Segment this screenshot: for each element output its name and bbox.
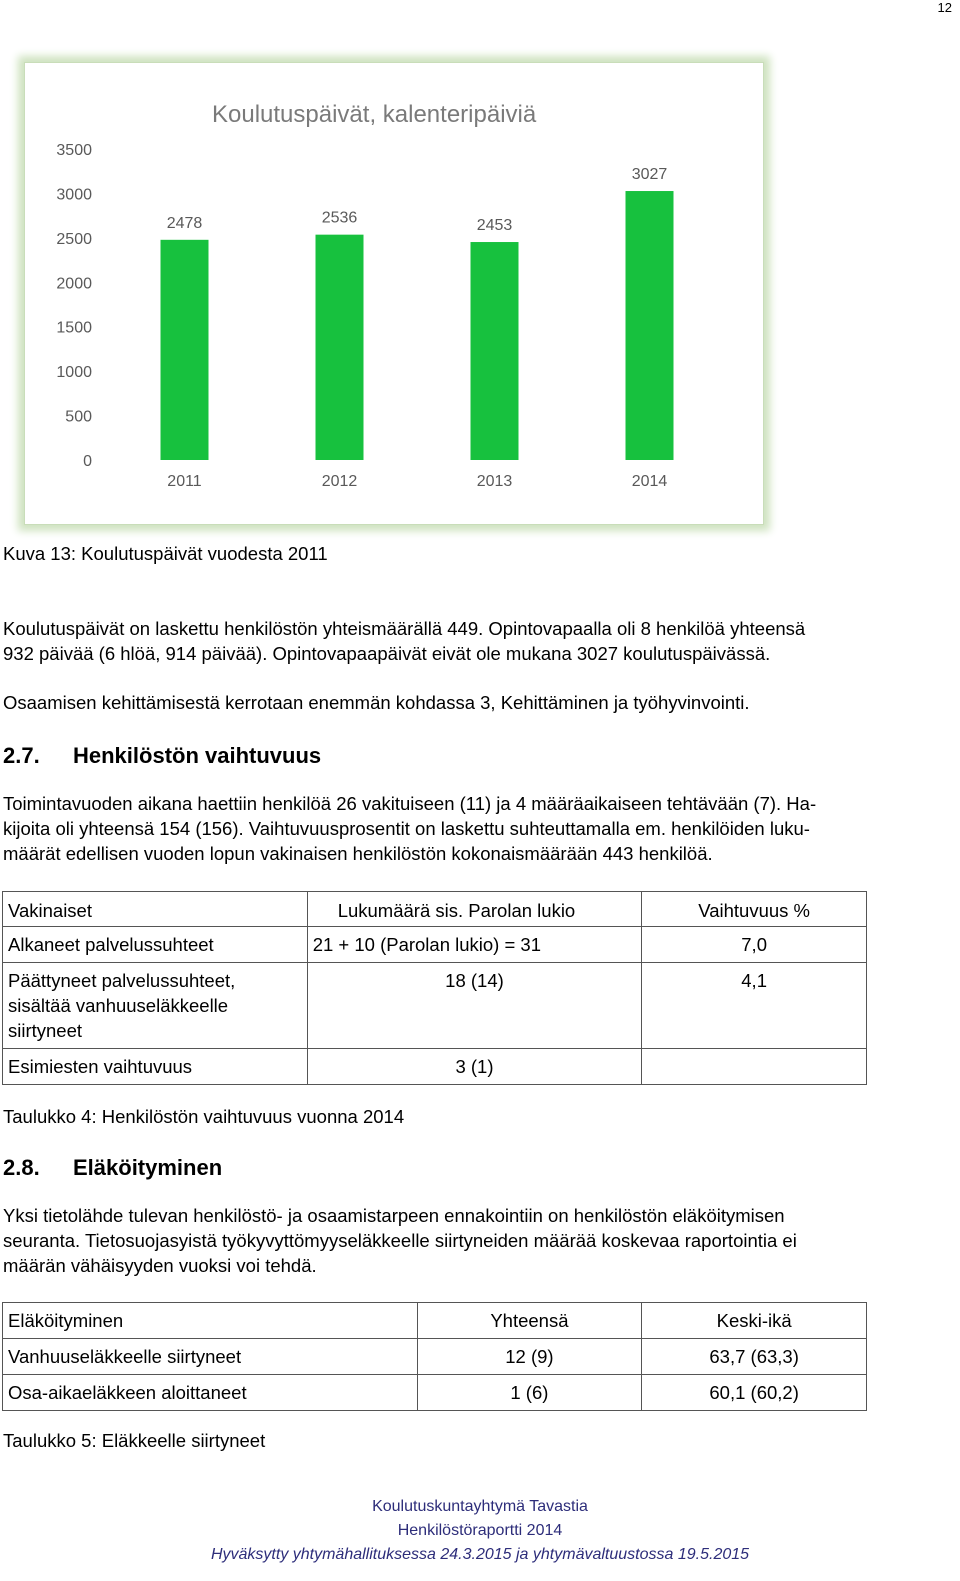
chart-svg: [25, 63, 763, 524]
table-header-row: [3, 1303, 867, 1339]
table-header-row: [3, 892, 867, 927]
table-cell: Esimiesten vaihtuvuus: [3, 1049, 308, 1085]
table-cell: Osa-aikaeläkkeen aloittaneet: [3, 1375, 418, 1411]
cell-line: Päättyneet palvelussuhteet,: [8, 970, 236, 991]
y-tick-label: 2500: [56, 230, 92, 248]
paragraph-retirement-line2: seuranta. Tietosuojasyistä työkyvyttömyyseläkkeelle siirtyneiden määrää koskevaa raportointia ei: [3, 1230, 797, 1251]
y-tick-label: 3500: [56, 142, 92, 159]
chart-title: Koulutuspäivät, kalenteripäiviä: [212, 101, 537, 128]
table-row: [3, 1375, 867, 1411]
bar: [316, 235, 364, 460]
table-header-cell: Eläköityminen: [3, 1303, 418, 1339]
data-label: 2453: [476, 217, 513, 235]
paragraph-turnover-line1: Toimintavuoden aikana haettiin henkilöä 26 vakituiseen (11) ja 4 määräaikaiseen tehtävään (7). Ha-: [3, 793, 817, 814]
table-cell: 12 (9): [417, 1339, 642, 1375]
table-cell: 18 (14): [307, 963, 642, 1049]
x-tick-label: 2013: [476, 473, 513, 490]
table4-caption: Taulukko 4: Henkilöstön vaihtuvuus vuonna 2014: [3, 1106, 405, 1127]
table-row: [3, 963, 867, 1049]
table-header-cell: Vakinaiset: [3, 892, 308, 927]
cell-line: sisältää vanhuuseläkkeelle: [8, 995, 229, 1016]
bar-chart: [24, 62, 764, 525]
bar: [471, 242, 519, 460]
x-tick-label: 2014: [631, 473, 668, 490]
paragraph-training-days-line2: 932 päivää (6 hlöä, 914 päivää). Opintovapaapäivät eivät ole mukana 3027 koulutuspäivässä.: [3, 643, 771, 664]
y-tick-label: 0: [83, 453, 92, 470]
figure-caption: Kuva 13: Koulutuspäivät vuodesta 2011: [3, 543, 328, 564]
table-cell: 4,1: [642, 963, 867, 1049]
section-heading-2-8: [3, 1155, 222, 1181]
paragraph-development-reference: Osaamisen kehittämisestä kerrotaan enemmän kohdassa 3, Kehittäminen ja työhyvinvointi.: [3, 692, 750, 713]
table-header-cell: Keski-ikä: [642, 1303, 867, 1339]
data-label: 2536: [321, 209, 358, 227]
footer-approval: Hyväksytty yhtymähallituksessa 24.3.2015 ja yhtymävaltuustossa 19.5.2015: [210, 1546, 750, 1563]
table-row: [3, 1339, 867, 1375]
table5-caption: Taulukko 5: Eläkkeelle siirtyneet: [3, 1430, 266, 1451]
y-tick-label: 1000: [56, 364, 92, 382]
table-cell: Vanhuuseläkkeelle siirtyneet: [3, 1339, 418, 1375]
paragraph-turnover-line2: kijoita oli yhteensä 154 (156). Vaihtuvuusprosentit on laskettu suhteuttamalla em. henkilöiden luku-: [3, 818, 810, 839]
section-title: Eläköityminen: [73, 1155, 223, 1180]
y-tick-label: 2000: [56, 275, 92, 293]
x-tick-label: 2012: [321, 473, 358, 490]
page-number: 12: [937, 0, 952, 15]
table-header-cell: Yhteensä: [417, 1303, 642, 1339]
y-tick-label: 3000: [56, 186, 92, 204]
table-cell-multiline: [3, 963, 308, 1049]
table-cell: 60,1 (60,2): [642, 1375, 867, 1411]
section-number: 2.8.: [3, 1155, 40, 1180]
table-cell: 1 (6): [417, 1375, 642, 1411]
data-label: 2478: [166, 214, 203, 232]
retirement-table: [2, 1302, 867, 1411]
data-label: 3027: [631, 166, 668, 184]
table-cell: [642, 1049, 867, 1085]
y-tick-label: 500: [65, 408, 92, 426]
section-number: 2.7.: [3, 743, 40, 768]
bar: [626, 191, 674, 460]
cell-line: siirtyneet: [8, 1020, 83, 1041]
turnover-table: [2, 891, 867, 1085]
section-title: Henkilöstön vaihtuvuus: [73, 743, 322, 768]
footer-report-title: Henkilöstöraportti 2014: [397, 1522, 563, 1539]
footer-organization: Koulutuskuntayhtymä Tavastia: [372, 1498, 588, 1515]
bar: [161, 240, 209, 460]
table-cell: 7,0: [642, 927, 867, 963]
table-cell: 21 + 10 (Parolan lukio) = 31: [307, 927, 642, 963]
x-tick-label: 2011: [167, 473, 202, 490]
table-header-cell: Lukumäärä sis. Parolan lukio: [307, 892, 642, 927]
paragraph-retirement-line1: Yksi tietolähde tulevan henkilöstö- ja osaamistarpeen ennakointiin on henkilöstön eläköitymisen: [3, 1205, 785, 1226]
table-cell: 3 (1): [307, 1049, 642, 1085]
table-header-cell: Vaihtuvuus %: [642, 892, 867, 927]
y-tick-label: 1500: [56, 319, 92, 337]
paragraph-retirement-line3: määrän vähäisyyden vuoksi voi tehdä.: [3, 1255, 317, 1276]
paragraph-turnover-line3: määrät edellisen vuoden lopun vakinaisen henkilöstön kokonaismäärään 443 henkilöä.: [3, 843, 713, 864]
table-row: [3, 1049, 867, 1085]
table-row: [3, 927, 867, 963]
table-cell: Alkaneet palvelussuhteet: [3, 927, 308, 963]
section-heading-2-7: [3, 743, 321, 769]
paragraph-training-days-line1: Koulutuspäivät on laskettu henkilöstön yhteismäärällä 449. Opintovapaalla oli 8 henkilöä yhteensä: [3, 618, 806, 639]
table-cell: 63,7 (63,3): [642, 1339, 867, 1375]
